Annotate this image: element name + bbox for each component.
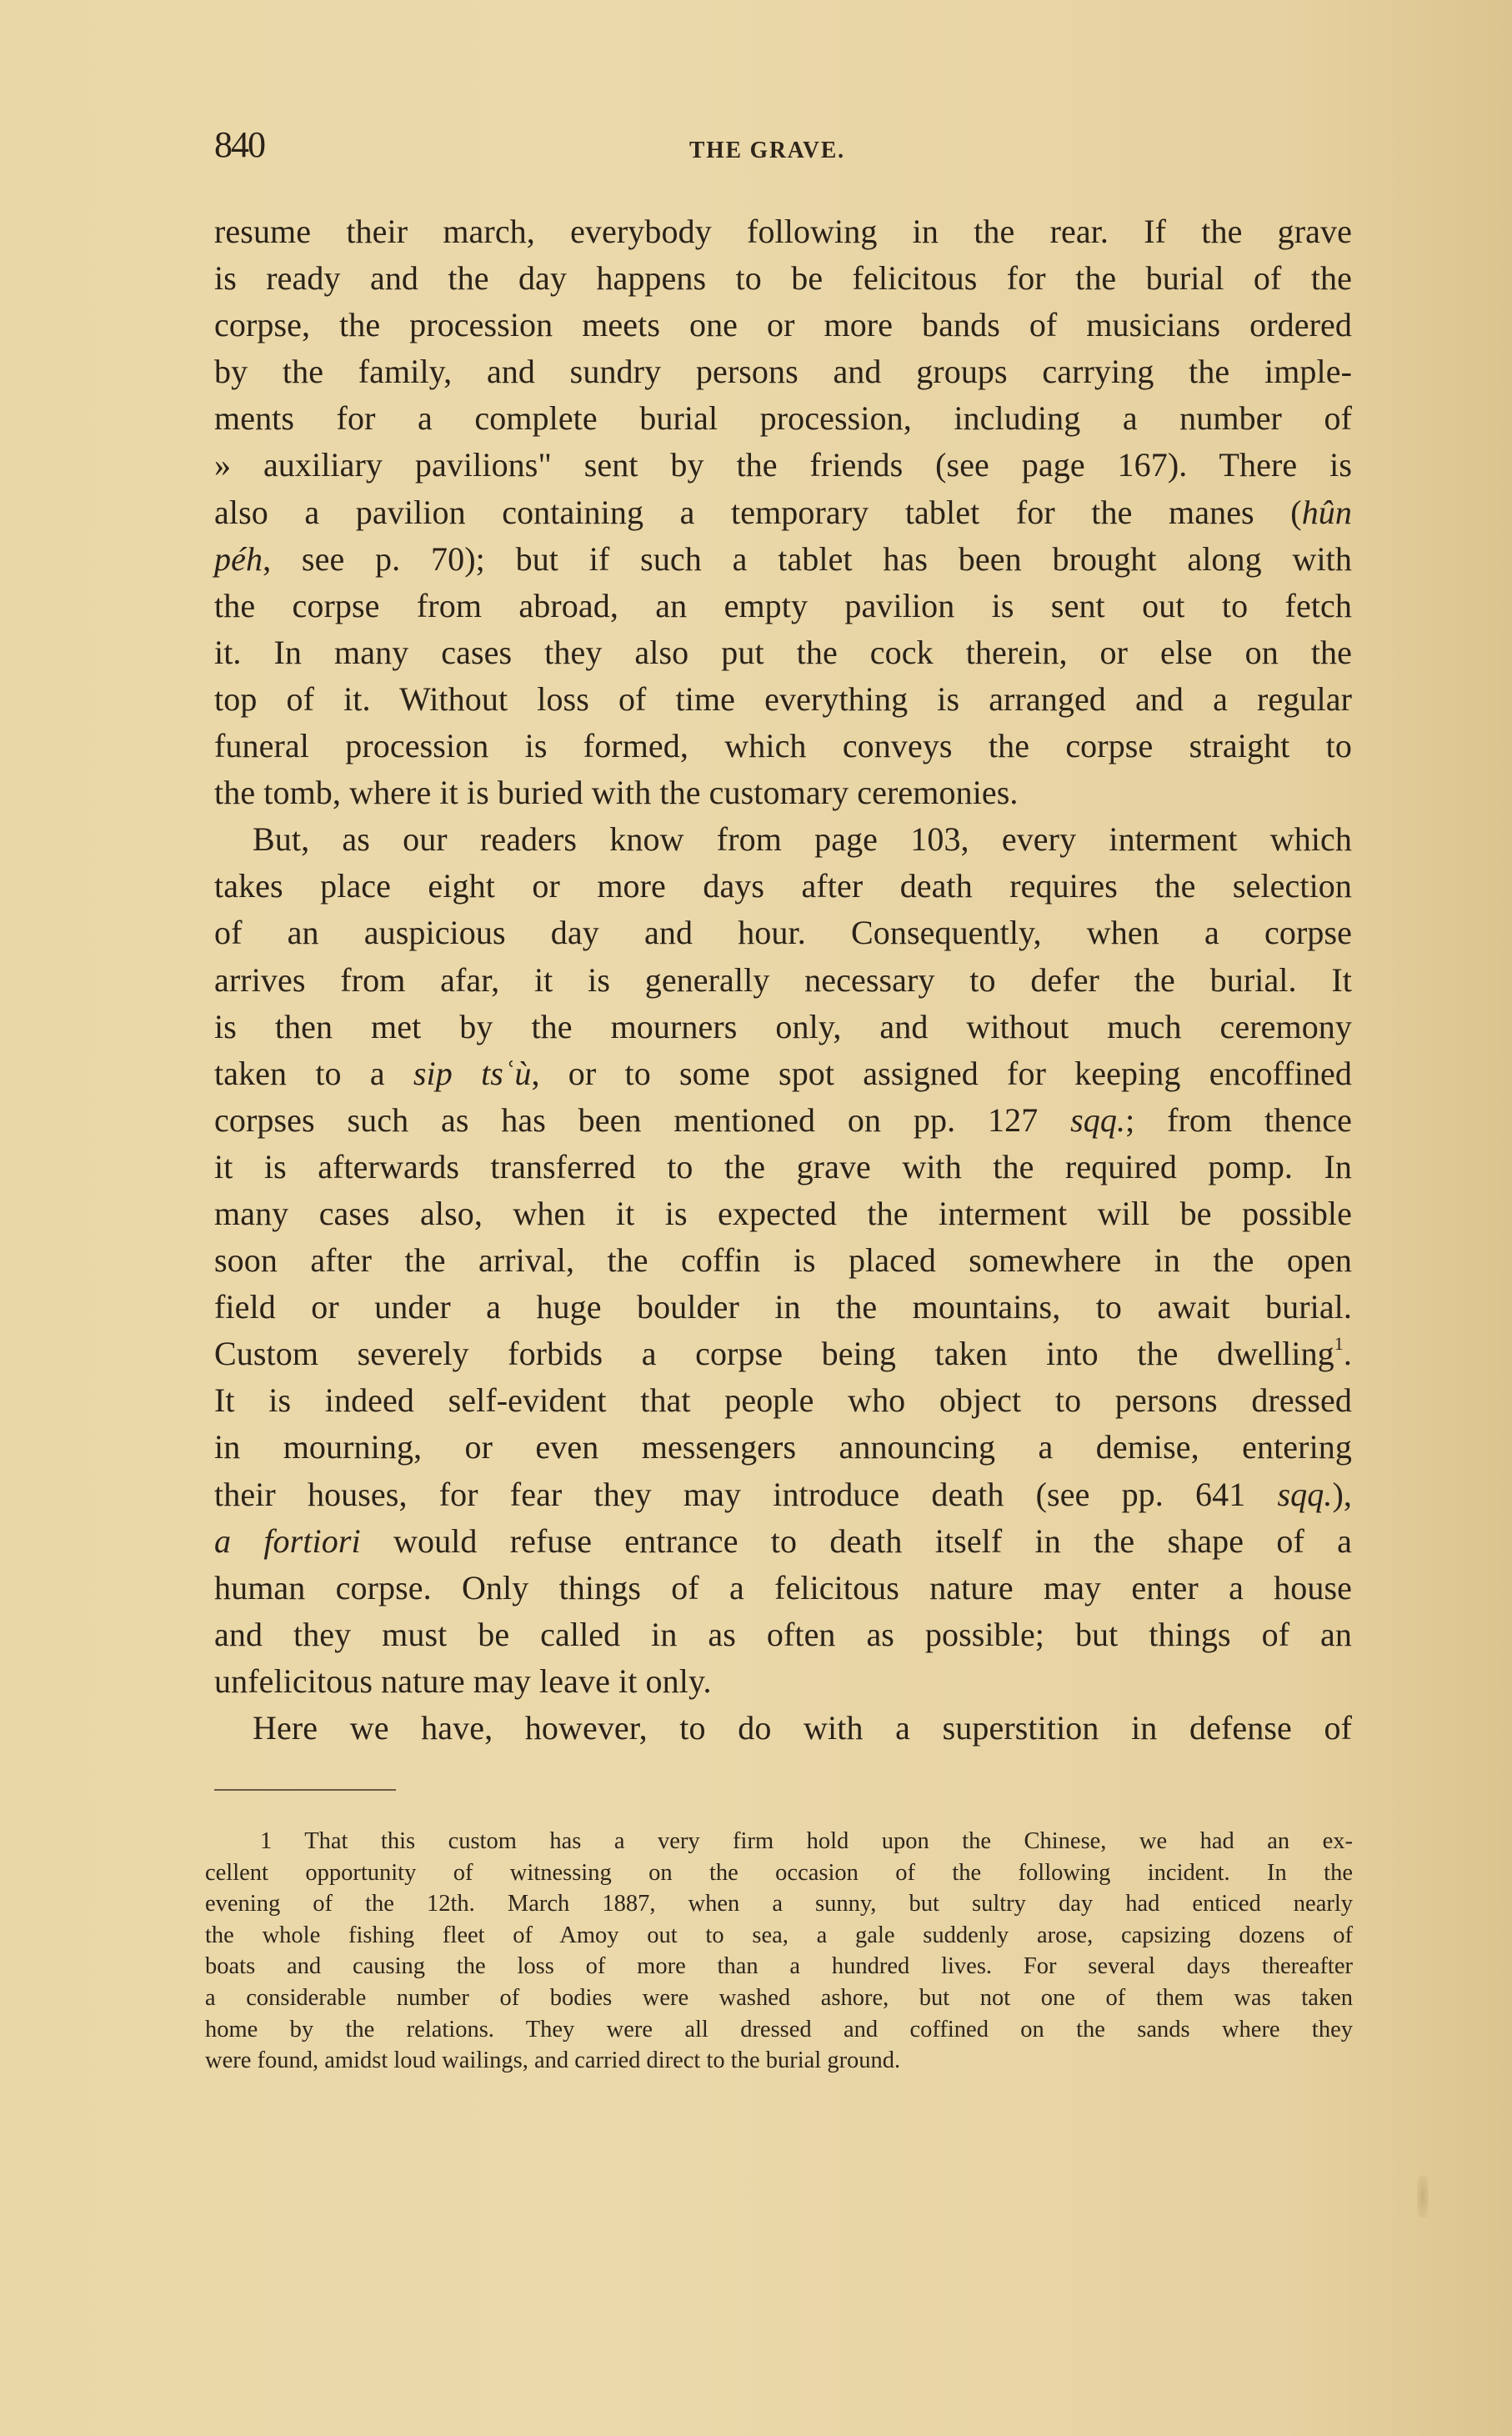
text-line: human corpse. Only things of a felicitous nature may enter a house	[214, 1568, 1352, 1606]
text-line	[214, 1518, 1352, 1565]
footnote-number: 1	[260, 1828, 273, 1854]
text-segment: Custom severely forbids a corpse being taken into the dwelling	[214, 1335, 1334, 1373]
footnote-line: cellent opportunity of witnessing on the occasion of the following incident. In the	[205, 1859, 1353, 1886]
text-line: It is indeed self-evident that people who object to persons dressed	[214, 1381, 1352, 1420]
text-segment: their houses, for fear they may introduce death (see pp. 641	[214, 1475, 1278, 1513]
footnote-line: evening of the 12th. March 1887, when a sunny, but sultry day had enticed nearly	[205, 1891, 1353, 1917]
running-head	[214, 123, 1352, 173]
text-line: corpse, the procession meets one or more bands of musicians ordered	[214, 306, 1352, 344]
text-line: ments for a complete burial procession, including a number of	[214, 399, 1352, 438]
text-segment: , see p. 70); but if such a tablet has been brought along with	[263, 539, 1352, 578]
footnote-divider	[214, 1789, 396, 1791]
text-line: But, as our readers know from page 103, every interment which	[253, 820, 1352, 859]
text-segment: corpses such as has been mentioned on pp. 127	[214, 1100, 1071, 1139]
text-segment: , or to some spot assigned for keeping encoffined	[531, 1054, 1352, 1092]
text-line: unfelicitous nature may leave it only.	[214, 1662, 712, 1700]
text-line: in mourning, or even messengers announcing a demise, entering	[214, 1428, 1352, 1466]
text-line: resume their march, everybody following in the rear. If the grave	[214, 213, 1352, 250]
italic-term: sqq.	[1070, 1100, 1126, 1139]
text-line: it is afterwards transferred to the grave with the required pomp. In	[214, 1147, 1352, 1185]
text-line: » auxiliary pavilions" sent by the friends (see page 167). There is	[214, 446, 1352, 484]
text-segment: would refuse entrance to death itself in the shape of a	[393, 1521, 1352, 1560]
text-segment: .	[1343, 1335, 1352, 1373]
paper-stain	[1417, 2176, 1429, 2218]
text-segment: ; from thence	[1125, 1100, 1352, 1139]
text-line: and they must be called in as often as possible; but things of an	[214, 1615, 1352, 1653]
text-line: funeral procession is formed, which conveys the corpse straight to	[214, 727, 1352, 765]
footnote-line: were found, amidst loud wailings, and carried direct to the burial ground.	[205, 2048, 901, 2074]
text-line: takes place eight or more days after death requires the selection	[214, 867, 1352, 905]
text-line: it. In many cases they also put the cock therein, or else on the	[214, 633, 1352, 671]
text-line	[214, 536, 1352, 583]
text-segment: That this custom has a very firm hold upon the Chinese, we had an ex-	[304, 1828, 1353, 1854]
text-line: arrives from afar, it is generally necessary to defer the burial. It	[214, 960, 1352, 999]
footnote-line: a considerable number of bodies were washed ashore, but not one of them was taken	[205, 1984, 1353, 2011]
text-line	[214, 1050, 1352, 1097]
text-line: the tomb, where it is buried with the customary ceremonies.	[214, 774, 1019, 812]
text-line	[214, 1471, 1352, 1518]
text-line: soon after the arrival, the coffin is placed somewhere in the open	[214, 1241, 1352, 1280]
italic-term: péh	[214, 539, 263, 578]
text-segment: taken to a	[214, 1054, 413, 1092]
footnote-line: boats and causing the loss of more than a hundred lives. For several days thereafter	[205, 1953, 1353, 1980]
footnote-line: home by the relations. They were all dressed and coffined on the sands where they	[205, 2016, 1353, 2043]
text-line: field or under a huge boulder in the mountains, to await burial.	[214, 1288, 1352, 1326]
italic-term: sqq.	[1277, 1475, 1333, 1513]
italic-term: a fortiori	[214, 1521, 361, 1560]
text-line: Here we have, however, to do with a superstition in defense of	[253, 1709, 1352, 1747]
italic-term: hûn	[1301, 493, 1352, 531]
footnote-reference[interactable]: 1	[1334, 1333, 1344, 1355]
page-number: 840	[214, 124, 264, 165]
body-text	[214, 208, 1352, 1752]
text-segment: ),	[1332, 1475, 1352, 1513]
italic-term: sip tsʿù	[413, 1054, 532, 1092]
text-line	[214, 489, 1352, 536]
text-line: is then met by the mourners only, and without much ceremony	[214, 1007, 1352, 1045]
text-line: by the family, and sundry persons and groups carrying the imple-	[214, 353, 1352, 391]
text-line	[214, 1331, 1352, 1377]
text-segment: also a pavilion containing a temporary tablet for the manes (	[214, 493, 1302, 531]
text-line: many cases also, when it is expected the interment will be possible	[214, 1194, 1352, 1232]
text-line: top of it. Without loss of time everything is arranged and a regular	[214, 679, 1352, 718]
text-line: of an auspicious day and hour. Consequently, when a corpse	[214, 914, 1352, 952]
footnote-line: the whole fishing fleet of Amoy out to sea, a gale suddenly arose, capsizing dozens of	[205, 1922, 1353, 1948]
text-line: the corpse from abroad, an empty pavilion is sent out to fetch	[214, 586, 1352, 624]
footnote-line	[205, 1826, 1353, 1857]
text-line: is ready and the day happens to be felicitous for the burial of the	[214, 259, 1352, 298]
running-title: THE GRAVE.	[689, 137, 845, 163]
text-line	[214, 1097, 1352, 1144]
footnote-1	[205, 1826, 1353, 2077]
